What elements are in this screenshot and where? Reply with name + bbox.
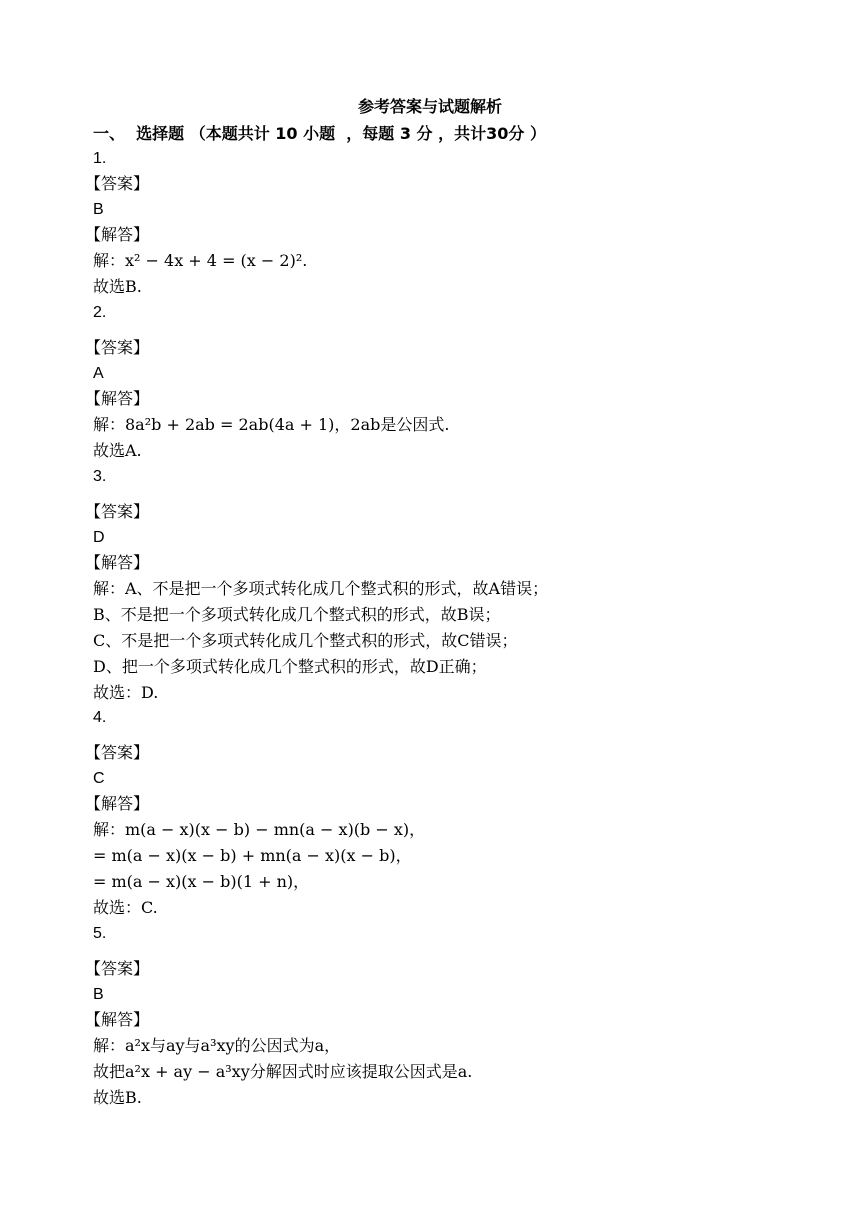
answer-value: B — [93, 201, 104, 218]
analysis-line: 故选：C. — [93, 898, 158, 917]
answer-label: 【答案】 — [85, 502, 150, 521]
analysis-line: B、不是把一个多项式转化成几个整式积的形式，故B误； — [93, 605, 501, 624]
analysis-line: 故选B. — [93, 277, 142, 296]
question-number: 4. — [93, 709, 107, 726]
answer-value: B — [93, 986, 104, 1003]
analysis-label: 【解答】 — [85, 553, 150, 572]
answer-label: 【答案】 — [85, 959, 150, 978]
question-number: 1. — [93, 150, 107, 167]
question-number: 5. — [93, 925, 107, 942]
analysis-line: 解：m(a − x)(x − b) − mn(a − x)(b − x)， — [93, 820, 426, 839]
question-number: 2. — [93, 304, 107, 321]
answer-value: A — [93, 365, 104, 382]
page-title: 参考答案与试题解析 — [357, 97, 502, 116]
analysis-line: 解：8a²b + 2ab = 2ab(4a + 1)，2ab是公因式. — [93, 415, 450, 434]
answer-label: 【答案】 — [85, 338, 150, 357]
analysis-line: 解：A、不是把一个多项式转化成几个整式积的形式，故A错误； — [93, 579, 549, 598]
answer-label: 【答案】 — [85, 174, 150, 193]
analysis-line: 解：x² − 4x + 4 = (x − 2)². — [93, 251, 308, 270]
analysis-line: 解：a²x与ay与a³xy的公因式为a， — [93, 1036, 341, 1055]
analysis-line: = m(a − x)(x − b)(1 + n)， — [93, 872, 310, 891]
question-number: 3. — [93, 468, 107, 485]
analysis-label: 【解答】 — [85, 225, 150, 244]
analysis-line: C、不是把一个多项式转化成几个整式积的形式，故C错误； — [93, 631, 518, 650]
analysis-label: 【解答】 — [85, 1010, 150, 1029]
analysis-line: 故选B. — [93, 1088, 142, 1107]
analysis-line: 故把a²x + ay − a³xy分解因式时应该提取公因式是a. — [93, 1062, 473, 1081]
answer-value: D — [93, 529, 105, 546]
analysis-line: D、把一个多项式转化成几个整式积的形式，故D正确； — [93, 657, 487, 676]
answer-value: C — [93, 770, 105, 787]
section-heading: 一、 选择题 （本题共计 10 小题 ，每题 3 分 ，共计30分 ） — [93, 124, 546, 143]
answer-label: 【答案】 — [85, 743, 150, 762]
analysis-line: 故选A. — [93, 441, 142, 460]
analysis-label: 【解答】 — [85, 389, 150, 408]
analysis-line: 故选：D. — [93, 683, 159, 702]
analysis-label: 【解答】 — [85, 794, 150, 813]
analysis-line: = m(a − x)(x − b) + mn(a − x)(x − b)， — [93, 846, 412, 865]
